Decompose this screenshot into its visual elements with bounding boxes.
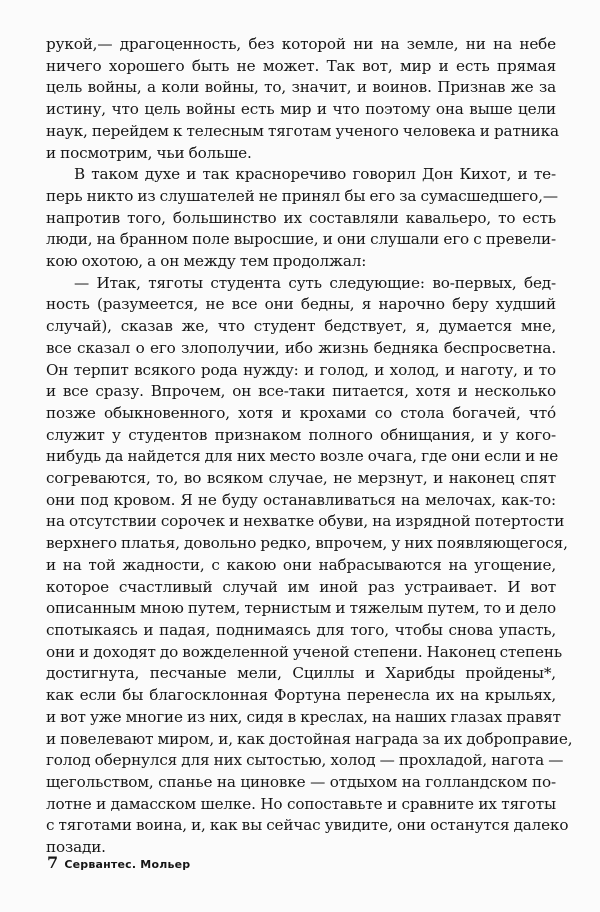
page-number: 7 [47, 853, 59, 872]
text-line: ность (разумеется, не все они бедны, я нарочно беру худший [46, 295, 556, 314]
text-line: В таком духе и так красноречиво говорил Дон Кихот, и те- [74, 165, 556, 184]
text-line: позади. [46, 838, 106, 857]
text-line: щегольством, спанье на циновке — отдыхом на голландском по- [46, 772, 556, 791]
text-line: напротив того, большинство их составляли кавальеро, то есть [46, 208, 556, 227]
text-line: они и доходят до вожделенной ученой степени. Наконец степень [46, 642, 562, 661]
text-line: спотыкаясь и падая, поднимаясь для того, чтобы снова упасть, [46, 620, 556, 639]
text-line: истину, что цель войны есть мир и что поэтому она выше цели [46, 100, 556, 119]
text-line: Он терпит всякого рода нужду: и голод, и холод, и наготу, и то [46, 360, 556, 379]
text-line: все сказал о его злополучии, ибо жизнь бедняка беспросветна. [46, 338, 556, 357]
text-line: перь никто из слушателей не принял бы его за сумасшедшего,— [46, 186, 558, 205]
text-line: и вот уже многие из них, сидя в креслах, на наших глазах правят [46, 707, 561, 726]
text-line: и посмотрим, чьи больше. [46, 143, 252, 162]
text-line: верхнего платья, довольно редко, впрочем, у них появляющегося, [46, 534, 568, 553]
text-line: позже обыкновенного, хотя и крохами со стола богачей, что́ [46, 403, 556, 422]
text-line: — Итак, тяготы студента суть следующие: во-первых, бед- [74, 273, 556, 292]
text-line: описанным мною путем, тернистым и тяжелым путем, то и дело [46, 599, 556, 618]
text-line: на отсутствии сорочек и нехватке обуви, на изрядной потертости [46, 512, 565, 531]
text-line: ничего хорошего быть не может. Так вот, мир и есть прямая [46, 56, 556, 75]
text-line: лотне и дамасском шелке. Но сопоставьте и сравните их тяготы [46, 794, 556, 813]
text-line: они под кровом. Я не буду останавливаться на мелочах, как-то: [46, 490, 556, 509]
page-footer [47, 853, 190, 872]
text-line: рукой,— драгоценность, без которой ни на земле, ни на небе [46, 35, 556, 53]
text-line: люди, на бранном поле выросшие, и они слушали его с превели- [46, 230, 556, 249]
text-line: цель войны, а коли войны, то, значит, и воинов. Признав же за [46, 78, 556, 97]
text-line: нибудь да найдется для них место возле очага, где они если и не [46, 447, 559, 466]
text-line: служит у студентов признаком полного обнищания, и у кого- [46, 425, 556, 444]
text-line: с тяготами воина, и, как вы сейчас увидите, они останутся далеко [46, 816, 569, 835]
text-line: случай), сказав же, что студент бедствует, я, думается мне, [46, 317, 556, 336]
text-line: как если бы благосклонная Фортуна перенесла их на крыльях, [46, 686, 556, 705]
text-line: наук, перейдем к телесным тяготам ученого человека и ратника [46, 121, 559, 140]
text-line: и все сразу. Впрочем, он все-таки питается, хотя и несколько [46, 382, 556, 401]
text-line: кою охотою, а он между тем продолжал: [46, 252, 367, 271]
text-line: голод обернулся для них сытостью, холод — прохладой, нагота — [46, 751, 564, 770]
text-line: и на той жадности, с какою они набрасываются на угощение, [46, 555, 556, 574]
body-text [46, 34, 573, 859]
text-line: которое счастливый случай им иной раз устраивает. И вот [46, 577, 556, 596]
running-footer-title: Сервантес. Мольер [64, 858, 191, 871]
text-line: и повелевают миром, и, как достойная награда за их доброправие, [46, 729, 573, 748]
text-line: согреваются, то, во всяком случае, не мерзнут, и наконец спят [46, 469, 556, 488]
text-line: достигнута, песчаные мели, Сциллы и Харибды пройдены*, [46, 664, 556, 683]
